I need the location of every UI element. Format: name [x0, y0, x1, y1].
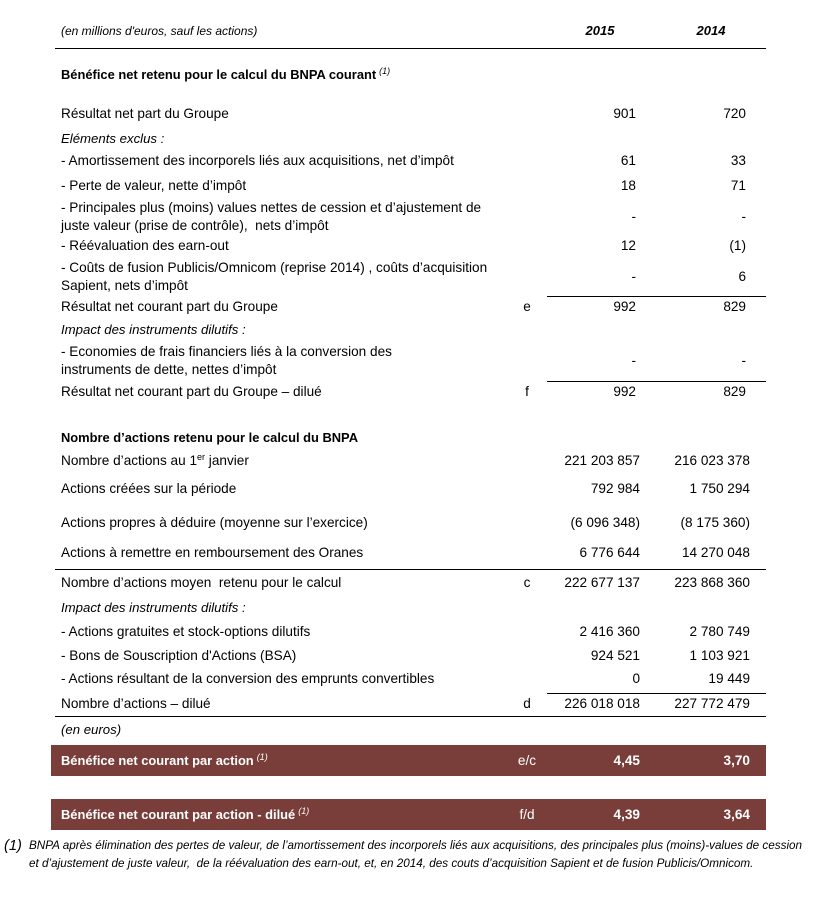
- row-label: Résultat net courant part du Groupe – dilué: [61, 384, 322, 399]
- row-label-suffix: janvier: [205, 453, 249, 468]
- value-2014: 216 023 378: [674, 453, 750, 468]
- subtotal-rule: [547, 381, 766, 382]
- value-2014: 33: [730, 153, 746, 168]
- value-2015: 0: [632, 671, 640, 686]
- row-label: Résultat net part du Groupe: [61, 106, 229, 121]
- value-2014: 223 868 360: [674, 575, 750, 590]
- total-rule: [55, 569, 766, 570]
- row-amortissement: [0, 152, 828, 170]
- section-title-share-count: [0, 429, 828, 447]
- value-2014: 1 103 921: [689, 648, 750, 663]
- value-2015: -: [631, 209, 636, 224]
- row-label: Actions à remettre en remboursement des Oranes: [61, 545, 364, 560]
- row-couts-de-fusion: [0, 259, 828, 295]
- year-2015-header: 2015: [585, 23, 615, 38]
- subheading-label: Eléments exclus :: [61, 131, 165, 146]
- value-2014: -: [741, 353, 746, 368]
- row-label-text: Nombre d’actions au 1: [61, 453, 198, 468]
- ref-letter: d: [523, 696, 531, 711]
- value-2014: 720: [723, 106, 746, 121]
- row-label: Résultat net courant part du Groupe: [61, 299, 278, 314]
- value-2015: 924 521: [590, 648, 640, 663]
- value-2015: 222 677 137: [564, 575, 640, 590]
- value-2015: 992: [613, 299, 636, 314]
- subtotal-rule: [547, 296, 766, 297]
- value-2015: 2 416 360: [579, 624, 640, 639]
- eps-label-text: Bénéfice net courant par action - dilué: [61, 807, 296, 822]
- eps-label-text: Bénéfice net courant par action: [61, 753, 254, 768]
- row-label: - Réévaluation des earn-out: [61, 238, 229, 253]
- value-2014: 3,70: [723, 753, 750, 768]
- row-label: Actions propres à déduire (moyenne sur l’exercice): [61, 515, 368, 530]
- ref-formula: f/d: [519, 807, 535, 822]
- eps-unit-note: (en euros): [61, 722, 122, 737]
- value-2015: 992: [613, 384, 636, 399]
- value-2015: -: [631, 353, 636, 368]
- section-title: [61, 66, 390, 85]
- subheading-elements-exclus: [0, 130, 828, 148]
- footnote-ref: (1): [298, 806, 310, 816]
- row-label: - Coûts de fusion Publicis/Omnicom (reprise 2014) , coûts d’acquisition Sapient, nets d’impôt: [61, 260, 488, 293]
- value-2014: 2 780 749: [689, 624, 750, 639]
- row-label: Actions créées sur la période: [61, 481, 237, 496]
- footnote-ref: (1): [379, 66, 391, 76]
- ref-letter: c: [523, 575, 531, 590]
- value-2015: 4,45: [613, 753, 640, 768]
- value-2015: (6 096 348): [570, 515, 640, 530]
- row-resultat-net-courant: [0, 298, 828, 316]
- value-2015: 226 018 018: [564, 696, 640, 711]
- row-nombre-actions-moyen: [0, 574, 828, 592]
- row-label: - Amortissement des incorporels liés aux acquisitions, net d’impôt: [61, 153, 454, 168]
- row-label: - Principales plus (moins) values nettes de cession et d’ajustement de juste valeur (prise de contrôle), nets d’impôt: [61, 200, 482, 233]
- row-actions-oranes: [0, 544, 828, 562]
- row-label: [61, 452, 249, 471]
- ordinal-superscript: er: [197, 452, 206, 462]
- row-label: - Actions gratuites et stock-options dilutifs: [61, 624, 311, 639]
- ref-letter: e: [523, 299, 531, 314]
- row-perte-de-valeur: [0, 177, 828, 195]
- value-2015: 792 984: [590, 481, 640, 496]
- ref-formula: e/c: [517, 753, 537, 768]
- value-2014: 19 449: [708, 671, 750, 686]
- value-2014: 829: [723, 299, 746, 314]
- diluted-eps-bar: [51, 799, 766, 830]
- value-2014: 71: [730, 178, 746, 193]
- value-2014: 227 772 479: [674, 696, 750, 711]
- row-conversion-emprunts: [0, 670, 828, 688]
- value-2014: (8 175 360): [680, 515, 750, 530]
- subheading-impact-dilutifs: [0, 321, 828, 339]
- row-resultat-net-courant-dilue: [0, 383, 828, 401]
- section-title: Nombre d’actions retenu pour le calcul du BNPA: [61, 430, 359, 445]
- footnote-text: BNPA après élimination des pertes de valeur, de l’amortissement des incorporels liés aux acquisitions, des principales plus (moins)-values de cession et d’ajustement de juste valeur, de la réévaluation des earn-out, et, en 2014, des couts d’acquisition Sapient et de fusion Publicis/Omnicom.: [29, 839, 803, 870]
- eps-label: [61, 745, 268, 778]
- row-label: Nombre d’actions moyen retenu pour le calcul: [61, 575, 342, 590]
- subheading-label: Impact des instruments dilutifs :: [61, 600, 246, 615]
- value-2014: (1): [729, 238, 746, 253]
- year-2014-header: 2014: [696, 23, 726, 38]
- row-label: - Economies de frais financiers liés à la conversion des instruments de dette, nettes d’impôt: [61, 344, 392, 377]
- value-2015: 901: [613, 106, 636, 121]
- value-2014: 829: [723, 384, 746, 399]
- eps-label: [61, 799, 309, 832]
- footnote-ref: (1): [256, 752, 268, 762]
- value-2015: 18: [620, 178, 636, 193]
- row-nombre-actions-dilue: [0, 695, 828, 713]
- row-actions-creees: [0, 480, 828, 498]
- row-reevaluation-earn-out: [0, 237, 828, 255]
- section-title-text: Bénéfice net retenu pour le calcul du BNPA courant: [61, 67, 377, 82]
- value-2015: 61: [620, 153, 636, 168]
- value-2014: 6: [738, 269, 746, 284]
- value-2014: 14 270 048: [681, 545, 750, 560]
- row-label: - Bons de Souscription d'Actions (BSA): [61, 648, 297, 663]
- subtotal-rule: [547, 693, 766, 694]
- ref-letter: f: [525, 384, 529, 399]
- row-economies-frais-financiers: [0, 343, 828, 379]
- eps-bar: [51, 745, 766, 776]
- header-rule: [55, 48, 766, 49]
- value-2014: 1 750 294: [689, 481, 750, 496]
- value-2015: 6 776 644: [579, 545, 640, 560]
- unit-note: (en millions d'euros, sauf les actions): [61, 24, 258, 38]
- value-2015: 221 203 857: [564, 453, 640, 468]
- row-actions-propres: [0, 514, 828, 532]
- value-2015: -: [631, 269, 636, 284]
- row-plus-moins-values: [0, 199, 828, 235]
- row-actions-gratuites: [0, 623, 828, 641]
- footnote-marker: (1): [4, 838, 22, 854]
- total-rule: [55, 716, 766, 717]
- row-actions-au-1er-janvier: [0, 452, 828, 470]
- row-label: - Actions résultant de la conversion des emprunts convertibles: [61, 671, 435, 686]
- subheading-impact-dilutifs-actions: [0, 599, 828, 617]
- eps-unit-row: [0, 721, 828, 739]
- row-bons-de-souscription: [0, 647, 828, 665]
- value-2015: 12: [620, 238, 636, 253]
- subheading-label: Impact des instruments dilutifs :: [61, 322, 246, 337]
- row-label: - Perte de valeur, nette d’impôt: [61, 178, 247, 193]
- row-resultat-net-part-du-groupe: [0, 105, 828, 123]
- section-title-net-income: [0, 66, 828, 84]
- value-2014: 3,64: [723, 807, 750, 822]
- value-2014: -: [741, 209, 746, 224]
- row-label: Nombre d’actions – dilué: [61, 696, 211, 711]
- table-header: [0, 22, 828, 40]
- value-2015: 4,39: [613, 807, 640, 822]
